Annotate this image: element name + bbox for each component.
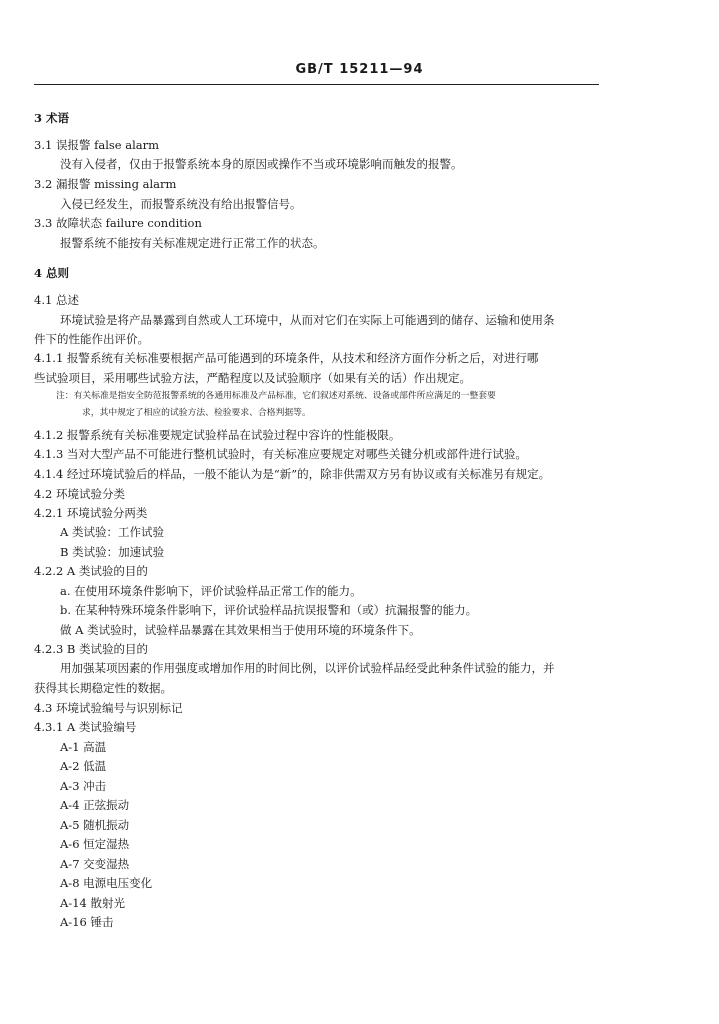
- page-header: GB/T 15211—94: [295, 62, 424, 77]
- term-definition: 入侵已经发生，而报警系统没有给出报警信号。: [60, 197, 302, 211]
- clause-heading: 4.2.1 环境试验分两类: [34, 506, 148, 520]
- list-item: a. 在使用环境条件影响下，评价试验样品正常工作的能力。: [60, 584, 362, 598]
- test-code-item: A-16 锤击: [60, 915, 114, 929]
- section-heading: 4 总则: [34, 266, 70, 280]
- test-code-item: A-5 随机振动: [60, 818, 130, 832]
- paragraph-line: 件下的性能作出评价。: [34, 332, 149, 346]
- list-item: B 类试验：加速试验: [60, 545, 165, 559]
- term-definition: 没有入侵者，仅由于报警系统本身的原因或操作不当或环境影响而触发的报警。: [60, 157, 463, 171]
- clause-heading: 4.2.3 B 类试验的目的: [34, 642, 149, 656]
- clause-heading: 4.2 环境试验分类: [34, 487, 125, 501]
- test-code-item: A-2 低温: [60, 759, 107, 773]
- note-line: 求，其中规定了相应的试验方法、检验要求、合格判据等。: [82, 408, 311, 418]
- term-definition: 报警系统不能按有关标准规定进行正常工作的状态。: [60, 236, 325, 250]
- paragraph-line: 4.1.1 报警系统有关标准要根据产品可能遇到的环境条件，从技术和经济方面作分析之后，对进行哪: [34, 351, 539, 365]
- note-line: 注：有关标准是指安全防范报警系统的各通用标准及产品标准，它们叙述对系统、设备或部件所应满足的一整套要: [56, 391, 496, 401]
- header-rule: [34, 84, 599, 85]
- list-item: b. 在某种特殊环境条件影响下，评价试验样品抗误报警和（或）抗漏报警的能力。: [60, 603, 478, 617]
- test-code-item: A-6 恒定湿热: [60, 837, 130, 851]
- clause-paragraph: 4.1.3 当对大型产品不可能进行整机试验时，有关标准应要规定对哪些关键分机或部件进行试验。: [34, 447, 527, 461]
- clause-heading: 4.2.2 A 类试验的目的: [34, 564, 148, 578]
- paragraph-line: 些试验项目，采用哪些试验方法，严酷程度以及试验顺序（如果有关的话）作出规定。: [34, 371, 471, 385]
- test-code-item: A-7 交变湿热: [60, 857, 130, 871]
- term-heading: 3.2 漏报警 missing alarm: [34, 177, 177, 191]
- section-heading: 3 术语: [34, 111, 70, 125]
- term-heading: 3.1 误报警 false alarm: [34, 138, 160, 152]
- clause-heading: 4.1 总述: [34, 293, 79, 307]
- test-code-item: A-14 散射光: [60, 896, 125, 910]
- clause-paragraph: 4.1.2 报警系统有关标准要规定试验样品在试验过程中容许的性能极限。: [34, 428, 401, 442]
- clause-heading: 4.3 环境试验编号与识别标记: [34, 701, 183, 715]
- list-item: A 类试验：工作试验: [60, 525, 164, 539]
- clause-heading: 4.3.1 A 类试验编号: [34, 720, 137, 734]
- test-code-item: A-8 电源电压变化: [60, 876, 153, 890]
- paragraph-line: 用加强某项因素的作用强度或增加作用的时间比例，以评价试验样品经受此种条件试验的能力，并: [60, 661, 555, 675]
- paragraph-line: 做 A 类试验时，试验样品暴露在其效果相当于使用环境的环境条件下。: [60, 623, 421, 637]
- test-code-item: A-3 冲击: [60, 779, 107, 793]
- test-code-item: A-4 正弦振动: [60, 798, 130, 812]
- clause-paragraph: 4.1.4 经过环境试验后的样品，一般不能认为是“新”的，除非供需双方另有协议或有关标准另有规定。: [34, 467, 551, 481]
- paragraph-line: 获得其长期稳定性的数据。: [34, 681, 172, 695]
- test-code-item: A-1 高温: [60, 740, 107, 754]
- term-heading: 3.3 故障状态 failure condition: [34, 216, 202, 230]
- paragraph-line: 环境试验是将产品暴露到自然或人工环境中，从而对它们在实际上可能遇到的储存、运输和使用条: [60, 313, 555, 327]
